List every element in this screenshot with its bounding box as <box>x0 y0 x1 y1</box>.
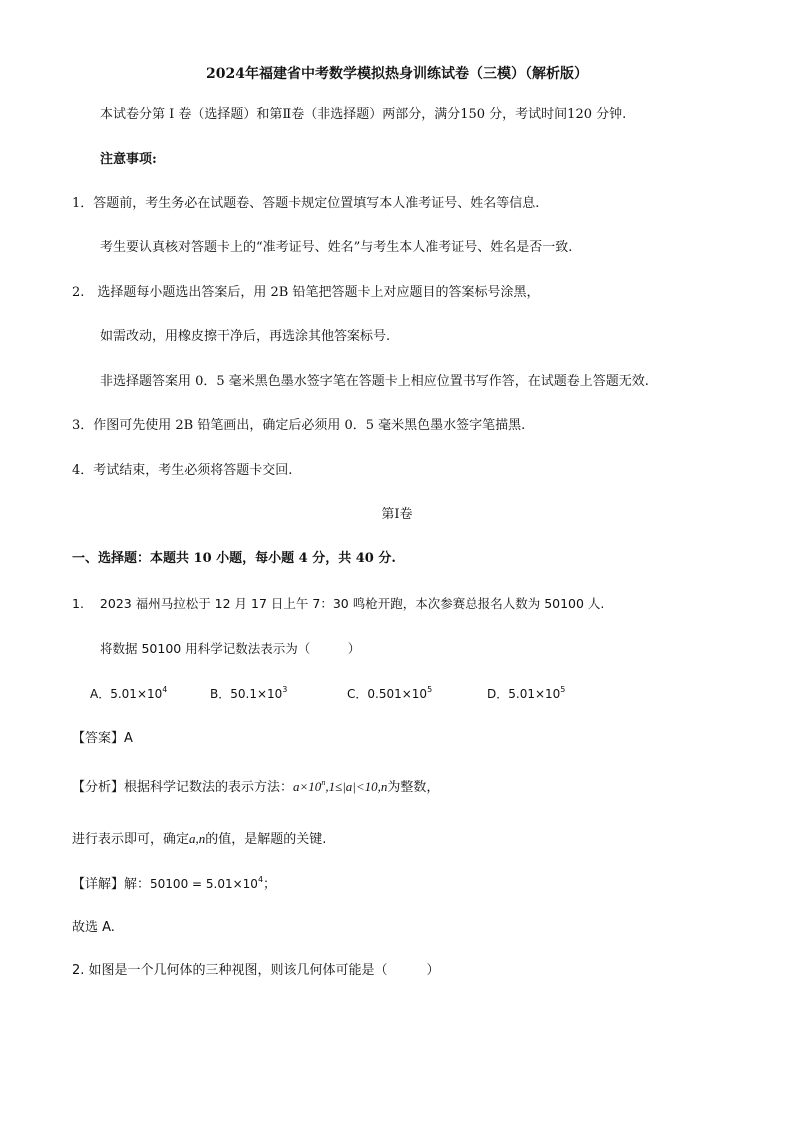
notice-item-2-continued: 如需改动，用橡皮擦干净后，再选涂其他答案标号. <box>100 329 391 344</box>
analysis-line: 【分析】根据科学记数法的表示方法：$a\times 10^n,1\le|a|<10,n$为整数， <box>72 778 440 795</box>
question-number: 1. <box>72 596 84 611</box>
option-b: B．$50.1\times 10^3$ <box>210 685 288 701</box>
question-2-stem: 2. 如图是一个几何体的三种视图，则该几何体可能是（ ） <box>72 963 440 978</box>
section-heading: 一、选择题：本题共 10 小题，每小题 4 分，共 40 分. <box>72 551 396 566</box>
notice-item-1: 1．答题前，考生务必在试题卷、答题卡规定位置填写本人准考证号、姓名等信息. <box>72 196 540 211</box>
option-c: C．$0.501\times 10^5$ <box>347 685 433 701</box>
notice-heading: 注意事项: <box>100 152 157 167</box>
question-1-options <box>0 686 794 702</box>
question-text: 2023 福州马拉松于 12 月 17 日上午 7：30 鸣枪开跑，本次参赛总报名人数为 50100 人. <box>99 596 605 611</box>
notice-item-3: 3．作图可先使用 2B 铅笔画出，确定后必须用 0．5 毫米黑色墨水签字笔描黑. <box>72 418 526 433</box>
option-d: D．$5.01\times 10^5$ <box>487 685 566 701</box>
detail-line: 【详解】解：$50100 = 5.01\times 10^4$； <box>72 875 277 892</box>
part-title: 第Ⅰ卷 <box>381 507 413 522</box>
notice-item-1-continued: 考生要认真核对答题卡上的“准考证号、姓名”与考生本人准考证号、姓名是否一致. <box>100 240 573 255</box>
analysis-tag: 【分析】 <box>72 780 125 795</box>
detail-formula: $50100 = 5.01\times 10^4$ <box>150 875 264 891</box>
answer-line <box>72 731 133 747</box>
analysis-line-2: 进行表示即可，确定a,n的值，是解题的关键. <box>72 831 327 847</box>
page-title: 2024年福建省中考数学模拟热身训练试卷（三模）（解析版） <box>206 66 588 82</box>
answer-value: A <box>124 731 133 746</box>
question-1-stem-continued: 将数据 50100 用科学记数法表示为（ ） <box>100 641 361 656</box>
analysis-formula: $a\times 10^n,1\le|a|<10,n$ <box>293 778 388 794</box>
intro-text: 本试卷分第 I 卷（选择题）和第Ⅱ卷（非选择题）两部分，满分150 分，考试时间120 分钟. <box>100 107 627 122</box>
analysis-variables: a,n <box>189 831 206 846</box>
option-a: A．$5.01\times 10^4$ <box>90 685 168 701</box>
conclusion-line: 故选 A. <box>72 920 115 935</box>
notice-item-4: 4．考试结束，考生必须将答题卡交回. <box>72 463 293 478</box>
detail-tag: 【详解】 <box>72 877 125 892</box>
notice-item-2-nonchoice: 非选择题答案用 0．5 毫米黑色墨水签字笔在答题卡上相应位置书写作答，在试题卷上答题无效. <box>100 374 649 389</box>
question-1-stem <box>72 596 604 612</box>
notice-item-2: 2. 选择题每小题选出答案后，用 2B 铅笔把答题卡上对应题目的答案标号涂黑， <box>72 285 540 300</box>
answer-tag: 【答案】 <box>72 731 125 746</box>
